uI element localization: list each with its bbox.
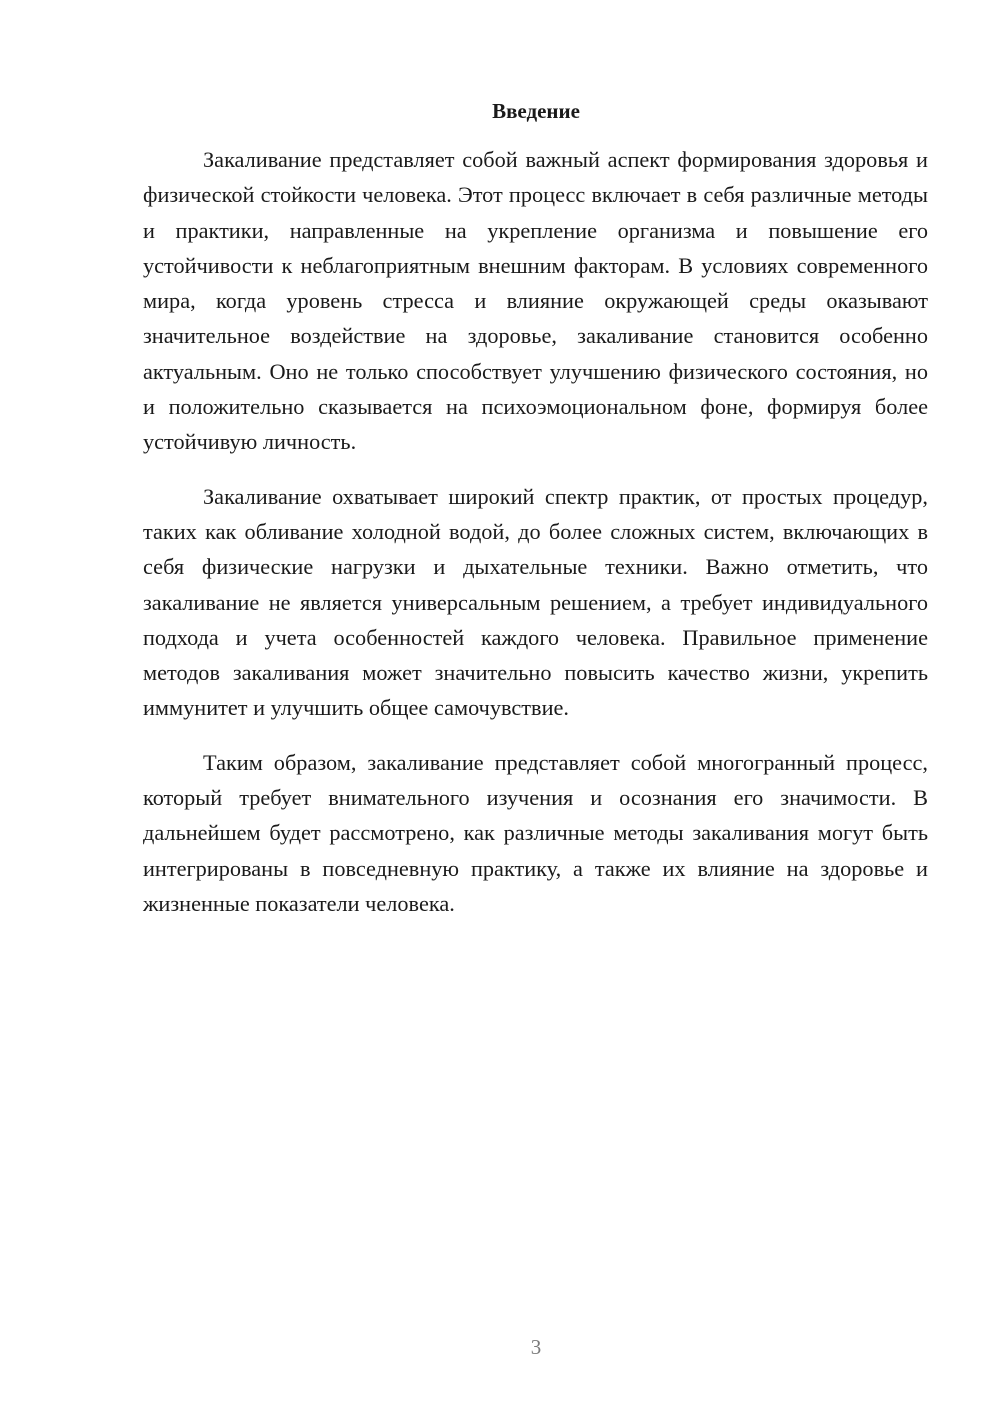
- paragraph-1: Закаливание представляет собой важный аспект формирования здоровья и физической стойкости человека. Этот процесс включает в себя различные методы и практики, направленные на укрепление организма и повышение его устойчивости к неблагоприятным внешним факторам. В условиях современного мира, когда уровень стресса и влияние окружающей среды оказывают значительное воздействие на здоровье, закаливание становится особенно актуальным. Оно не только способствует улучшению физического состояния, но и положительно сказывается на психоэмоциональном фоне, формируя более устойчивую личность.: [143, 147, 928, 455]
- paragraph-3: Таким образом, закаливание представляет собой многогранный процесс, который требует внимательного изучения и осознания его значимости. В дальнейшем будет рассмотрено, как различные методы закаливания могут быть интегрированы в повседневную практику, а также их влияние на здоровье и жизненные показатели человека.: [143, 749, 928, 916]
- page-number: 3: [530, 1335, 542, 1359]
- section-title: Введение: [492, 99, 580, 123]
- paragraph-2: Закаливание охватывает широкий спектр практик, от простых процедур, таких как обливание холодной водой, до более сложных систем, включающих в себя физические нагрузки и дыхательные техники. Важно отметить, что закаливание не является универсальным решением, а требует индивидуального подхода и учета особенностей каждого человека. Правильное применение методов закаливания может значительно повысить качество жизни, укрепить иммунитет и улучшить общее самочувствие.: [143, 483, 928, 721]
- body-text: [143, 142, 928, 921]
